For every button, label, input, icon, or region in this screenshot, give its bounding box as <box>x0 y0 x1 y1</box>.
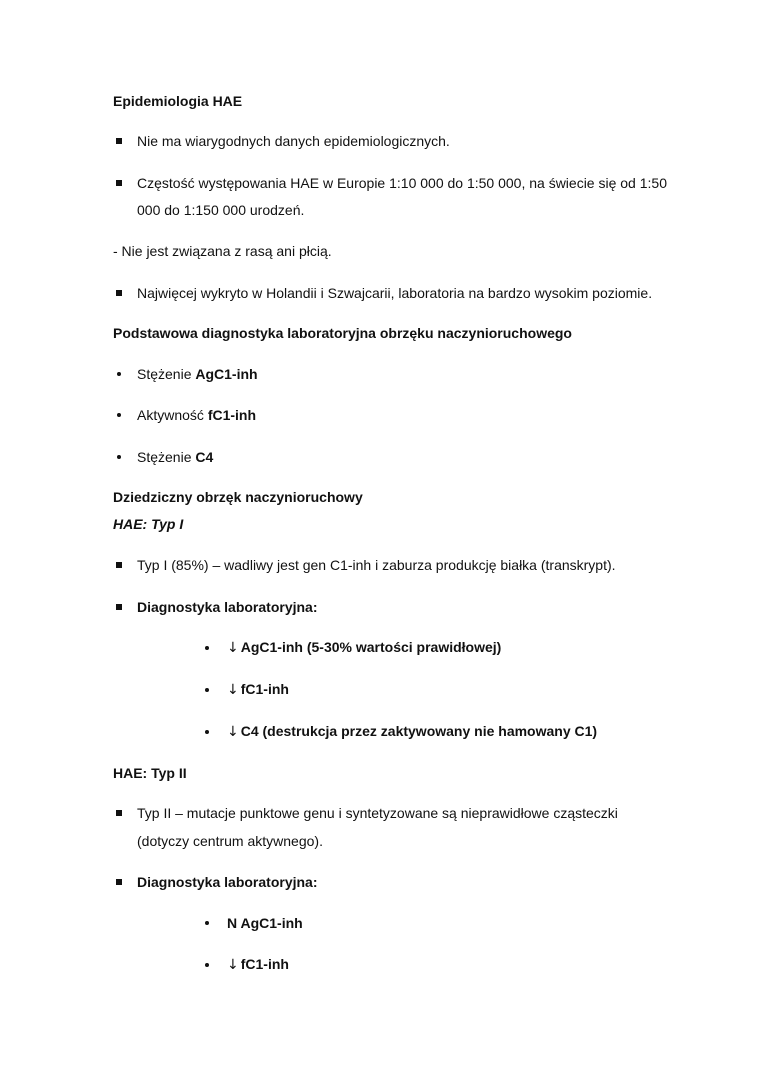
square-bullet-icon <box>116 604 122 610</box>
arrow-down-icon: ↓ <box>227 682 239 698</box>
square-bullet-icon <box>116 810 122 816</box>
square-bullet-icon <box>116 562 122 568</box>
bullet-icon <box>117 455 121 459</box>
diagnostics-heading: Podstawowa diagnostyka laboratoryjna obrzęku naczynioruchowego <box>113 325 572 341</box>
list-item: Stężenie AgC1-inh <box>137 366 258 382</box>
list-item-continuation: (dotyczy centrum aktywnego). <box>137 833 323 849</box>
list-item: Aktywność fC1-inh <box>137 407 257 423</box>
bullet-icon <box>117 413 121 417</box>
bullet-icon <box>205 646 209 650</box>
list-item: Typ II – mutacje punktowe genu i syntetyzowane są nieprawidłowe cząsteczki <box>137 805 618 821</box>
square-bullet-icon <box>116 138 122 144</box>
list-item: Stężenie C4 <box>137 449 214 465</box>
bullet-icon <box>205 921 209 925</box>
square-bullet-icon <box>116 290 122 296</box>
bullet-icon <box>205 688 209 692</box>
list-item: Najwięcej wykryto w Holandii i Szwajcarii, laboratoria na bardzo wysokim poziomie. <box>137 285 653 301</box>
lab-diagnostics-label: Diagnostyka laboratoryjna: <box>137 874 318 890</box>
bullet-icon <box>117 372 121 376</box>
dash-line: - Nie jest związana z rasą ani płcią. <box>113 243 332 259</box>
arrow-down-icon: ↓ <box>227 640 239 656</box>
list-item: N AgC1-inh <box>227 915 303 931</box>
hae-heading: Dziedziczny obrzęk naczynioruchowy <box>113 489 363 505</box>
square-bullet-icon <box>116 879 122 885</box>
arrow-down-icon: ↓ <box>227 724 239 740</box>
type2-heading: HAE: Typ II <box>113 765 187 781</box>
list-item-continuation: 000 do 1:150 000 urodzeń. <box>137 202 305 218</box>
type1-heading: HAE: Typ I <box>113 516 184 532</box>
list-item: Nie ma wiarygodnych danych epidemiologicznych. <box>137 133 450 149</box>
lab-diagnostics-label: Diagnostyka laboratoryjna: <box>137 599 318 615</box>
list-item: Częstość występowania HAE w Europie 1:10 000 do 1:50 000, na świecie się od 1:50 <box>137 175 667 191</box>
square-bullet-icon <box>116 180 122 186</box>
list-item: Typ I (85%) – wadliwy jest gen C1-inh i zaburza produkcję białka (transkrypt). <box>137 557 616 573</box>
arrow-down-icon: ↓ <box>227 957 239 973</box>
epidemiology-heading: Epidemiologia HAE <box>113 93 243 109</box>
bullet-icon <box>205 963 209 967</box>
list-item: ↓ fC1-inh <box>227 681 289 698</box>
list-item: ↓ C4 (destrukcja przez zaktywowany nie hamowany C1) <box>227 723 598 740</box>
list-item: ↓ AgC1-inh (5-30% wartości prawidłowej) <box>227 639 502 656</box>
bullet-icon <box>205 730 209 734</box>
list-item: ↓ fC1-inh <box>227 956 289 973</box>
